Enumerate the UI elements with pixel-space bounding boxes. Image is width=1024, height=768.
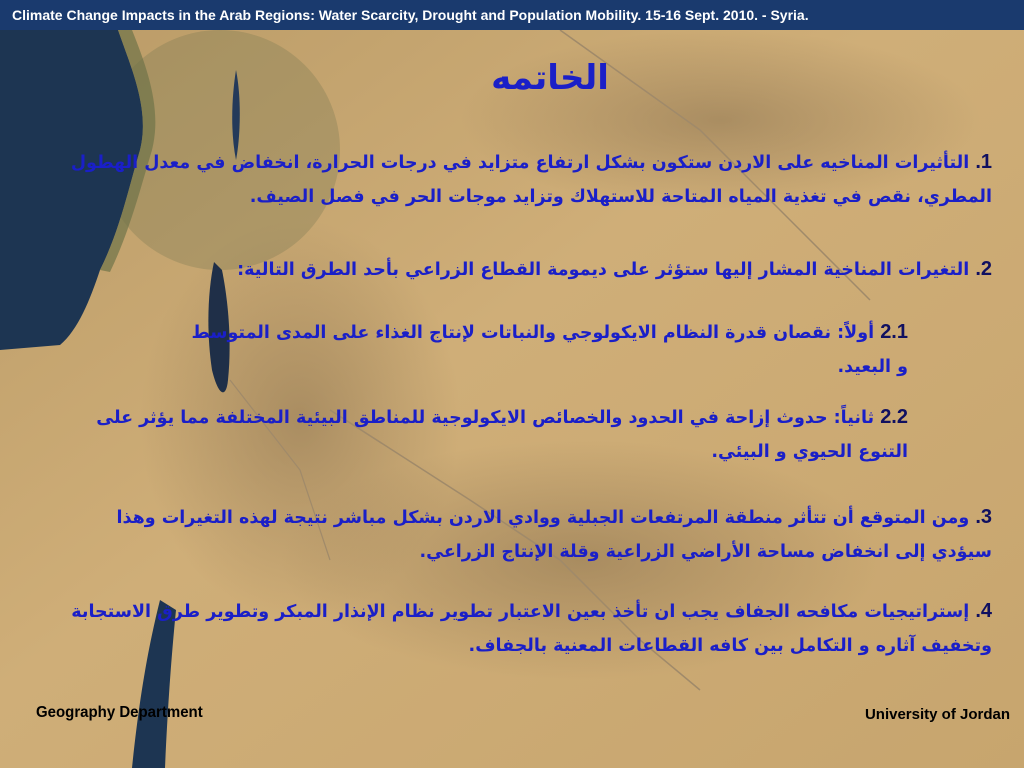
item-number: 1. [975,151,992,173]
item-number: 4. [975,600,992,622]
slide-title: الخاتمه [491,58,609,98]
header-bar [0,0,1024,30]
item-text: ومن المتوقع أن تتأثر منطقة المرتفعات الجبلية ووادي الاردن بشكل مباشر نتيجة لهذه التغيرات وهذا سيؤدي إلى انخفاض مساحة الأراضي الزراعية وقلة الإنتاج الزراعي. [116,508,992,562]
item-number: 3. [975,506,992,528]
item-text: إستراتيجيات مكافحه الجفاف يجب ان تأخذ بعين الاعتبار تطوير نظام الإنذار المبكر وتطوير طرق الاستجابة وتخفيف آثاره و التكامل بين كافه القطاعات المعنية بالجفاف. [71,602,992,656]
item-text: أولاً: نقصان قدرة النظام الايكولوجي والنباتات لإنتاج الغذاء على المدى المتوسط و البعيد. [191,323,908,377]
conclusion-subitem-2-2 [80,400,908,469]
item-number: 2. [975,258,992,280]
footer-department: Geography Department [36,703,203,722]
conclusion-item-2 [130,252,992,287]
item-text: التأثيرات المناخيه على الاردن ستكون بشكل ارتفاع متزايد في درجات الحرارة، انخفاض في معدل الهطول المطري، نقص في تغذية المياه المتاحة للاستهلاك وتزايد موجات الحر في فصل الصيف. [70,153,992,207]
header-title: Climate Change Impacts in the Arab Regions: Water Scarcity, Drought and Population Mobility. 15-16 Sept. 2010. - Syria. [12,7,809,23]
item-text: ثانياً: حدوث إزاحة في الحدود والخصائص الايكولوجية للمناطق البيئية المختلفة مما يؤثر على التنوع الحيوي و البيئي. [96,408,908,462]
conclusion-item-4 [70,594,992,663]
footer-university: University of Jordan [864,706,1010,723]
conclusion-item-3 [90,500,992,569]
conclusion-item-1 [60,145,992,214]
conclusion-subitem-2-1 [190,315,908,384]
item-text: التغيرات المناخية المشار إليها ستؤثر على ديمومة القطاع الزراعي بأحد الطرق التالية: [237,260,976,280]
item-number: 2.2 [880,406,908,428]
item-number: 2.1 [880,321,908,343]
